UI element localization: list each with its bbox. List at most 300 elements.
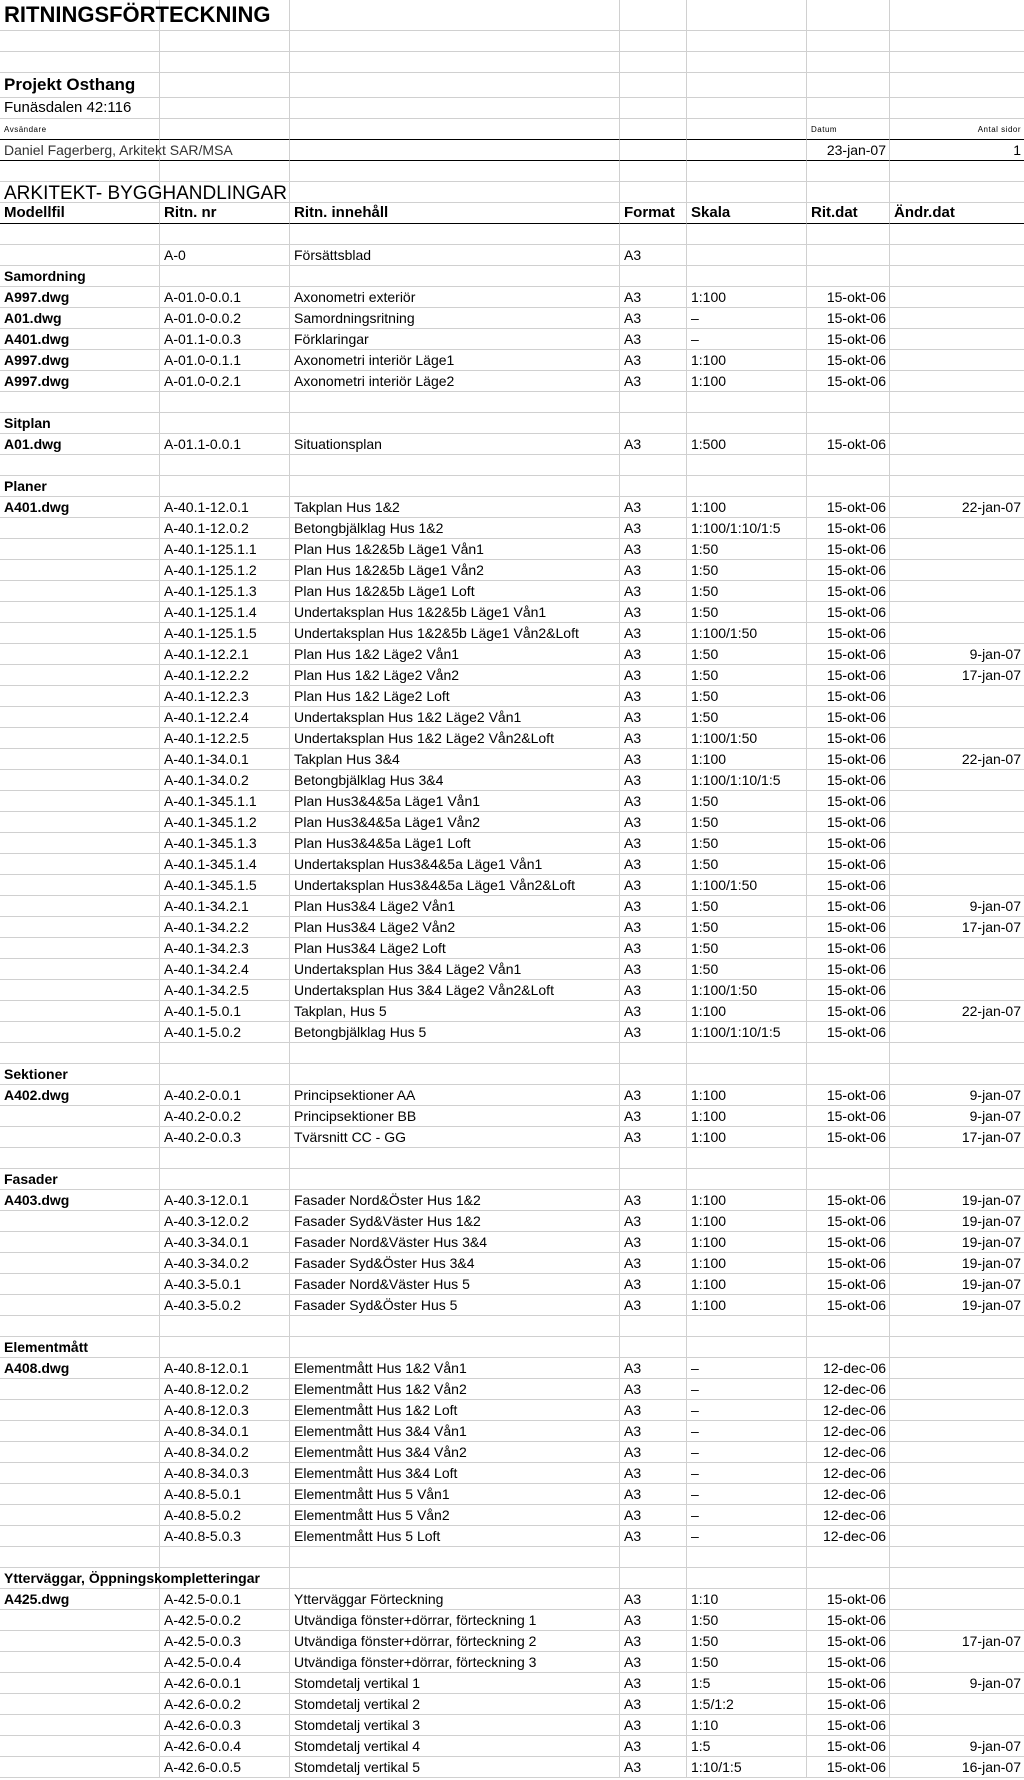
cell-ritn-nr[interactable]: A-40.8-12.0.2 xyxy=(160,1379,290,1400)
cell-rit-dat[interactable]: 15-okt-06 xyxy=(807,1610,890,1631)
empty-cell[interactable] xyxy=(290,1547,620,1568)
cell-format[interactable]: A3 xyxy=(620,686,687,707)
cell-rit-dat[interactable]: 15-okt-06 xyxy=(807,1127,890,1148)
cell-rit-dat[interactable] xyxy=(807,245,890,266)
cell-skala[interactable]: 1:100 xyxy=(687,1253,807,1274)
cell-ritn-nr[interactable]: A-40.1-12.0.2 xyxy=(160,518,290,539)
cell-modellfil[interactable]: A997.dwg xyxy=(0,371,160,392)
cell-andr-dat[interactable] xyxy=(890,812,1024,833)
cell-skala[interactable]: 1:50 xyxy=(687,791,807,812)
cell-rit-dat[interactable]: 15-okt-06 xyxy=(807,770,890,791)
empty-cell[interactable] xyxy=(290,1316,620,1337)
cell-skala[interactable]: – xyxy=(687,1484,807,1505)
cell-skala[interactable]: 1:50 xyxy=(687,854,807,875)
empty-cell[interactable] xyxy=(620,1337,687,1358)
cell-skala[interactable]: 1:5 xyxy=(687,1673,807,1694)
cell-andr-dat[interactable] xyxy=(890,728,1024,749)
cell-format[interactable]: A3 xyxy=(620,875,687,896)
cell-modellfil[interactable] xyxy=(0,1001,160,1022)
cell-andr-dat[interactable] xyxy=(890,854,1024,875)
cell-ritn-innehall[interactable]: Plan Hus 1&2 Läge2 Vån1 xyxy=(290,644,620,665)
empty-cell[interactable] xyxy=(620,1043,687,1064)
cell-skala[interactable]: 1:100/1:50 xyxy=(687,728,807,749)
cell-andr-dat[interactable] xyxy=(890,371,1024,392)
empty-cell[interactable] xyxy=(890,266,1024,287)
empty-cell[interactable] xyxy=(290,476,620,497)
cell-andr-dat[interactable]: 19-jan-07 xyxy=(890,1274,1024,1295)
cell-ritn-innehall[interactable]: Principsektioner AA xyxy=(290,1085,620,1106)
empty-cell[interactable] xyxy=(807,266,890,287)
cell-modellfil[interactable] xyxy=(0,1631,160,1652)
cell-rit-dat[interactable]: 15-okt-06 xyxy=(807,707,890,728)
cell-ritn-innehall[interactable]: Tvärsnitt CC - GG xyxy=(290,1127,620,1148)
empty-cell[interactable] xyxy=(160,1148,290,1169)
empty-cell[interactable] xyxy=(0,1148,160,1169)
cell-rit-dat[interactable]: 15-okt-06 xyxy=(807,1757,890,1778)
sheet-title[interactable]: RITNINGSFÖRTECKNING xyxy=(0,0,160,31)
cell-andr-dat[interactable] xyxy=(890,707,1024,728)
cell-format[interactable]: A3 xyxy=(620,1400,687,1421)
cell-format[interactable]: A3 xyxy=(620,1190,687,1211)
empty-cell[interactable] xyxy=(290,455,620,476)
empty-cell[interactable] xyxy=(0,1316,160,1337)
cell-skala[interactable]: 1:10 xyxy=(687,1589,807,1610)
empty-cell[interactable] xyxy=(620,1547,687,1568)
cell-ritn-nr[interactable]: A-40.1-34.2.1 xyxy=(160,896,290,917)
cell-ritn-nr[interactable]: A-40.8-5.0.2 xyxy=(160,1505,290,1526)
cell-modellfil[interactable] xyxy=(0,749,160,770)
cell-andr-dat[interactable] xyxy=(890,518,1024,539)
group-label[interactable]: Samordning xyxy=(0,266,160,287)
col-header-modellfil[interactable]: Modellfil xyxy=(0,203,160,224)
cell-andr-dat[interactable] xyxy=(890,938,1024,959)
cell-ritn-innehall[interactable]: Plan Hus3&4&5a Läge1 Loft xyxy=(290,833,620,854)
cell-andr-dat[interactable]: 17-jan-07 xyxy=(890,665,1024,686)
empty-cell[interactable] xyxy=(160,1337,290,1358)
cell-rit-dat[interactable]: 15-okt-06 xyxy=(807,875,890,896)
cell-format[interactable]: A3 xyxy=(620,854,687,875)
cell-rit-dat[interactable]: 12-dec-06 xyxy=(807,1379,890,1400)
col-header-ritn-innehall[interactable]: Ritn. innehåll xyxy=(290,203,620,224)
cell-rit-dat[interactable]: 15-okt-06 xyxy=(807,371,890,392)
cell-andr-dat[interactable] xyxy=(890,1694,1024,1715)
cell-skala[interactable]: 1:50 xyxy=(687,1652,807,1673)
cell-rit-dat[interactable]: 15-okt-06 xyxy=(807,1295,890,1316)
cell-andr-dat[interactable]: 16-jan-07 xyxy=(890,1757,1024,1778)
empty-cell[interactable] xyxy=(160,1043,290,1064)
cell-format[interactable]: A3 xyxy=(620,896,687,917)
cell-format[interactable]: A3 xyxy=(620,560,687,581)
empty-cell[interactable] xyxy=(807,1337,890,1358)
cell-rit-dat[interactable]: 15-okt-06 xyxy=(807,854,890,875)
cell-skala[interactable]: – xyxy=(687,1358,807,1379)
cell-rit-dat[interactable]: 12-dec-06 xyxy=(807,1442,890,1463)
cell-modellfil[interactable] xyxy=(0,980,160,1001)
cell-modellfil[interactable] xyxy=(0,644,160,665)
cell-modellfil[interactable]: A401.dwg xyxy=(0,497,160,518)
cell-ritn-nr[interactable]: A-40.8-12.0.3 xyxy=(160,1400,290,1421)
cell-rit-dat[interactable]: 15-okt-06 xyxy=(807,1253,890,1274)
empty-cell[interactable] xyxy=(290,1568,620,1589)
col-header-andr-dat[interactable]: Ändr.dat xyxy=(890,203,1024,224)
cell-modellfil[interactable] xyxy=(0,1421,160,1442)
cell-ritn-nr[interactable]: A-40.1-125.1.3 xyxy=(160,581,290,602)
cell-skala[interactable]: 1:100 xyxy=(687,749,807,770)
cell-rit-dat[interactable]: 15-okt-06 xyxy=(807,938,890,959)
cell-ritn-innehall[interactable]: Betongbjälklag Hus 1&2 xyxy=(290,518,620,539)
cell-modellfil[interactable] xyxy=(0,833,160,854)
cell-skala[interactable]: 1:100 xyxy=(687,371,807,392)
cell-format[interactable]: A3 xyxy=(620,539,687,560)
empty-cell[interactable] xyxy=(890,1043,1024,1064)
cell-format[interactable]: A3 xyxy=(620,1694,687,1715)
cell-skala[interactable]: – xyxy=(687,308,807,329)
cell-ritn-nr[interactable]: A-40.8-34.0.3 xyxy=(160,1463,290,1484)
cell-ritn-nr[interactable]: A-42.5-0.0.3 xyxy=(160,1631,290,1652)
cell-ritn-nr[interactable]: A-01.0-0.2.1 xyxy=(160,371,290,392)
cell-modellfil[interactable]: A408.dwg xyxy=(0,1358,160,1379)
cell-format[interactable]: A3 xyxy=(620,665,687,686)
cell-modellfil[interactable] xyxy=(0,1022,160,1043)
cell-andr-dat[interactable] xyxy=(890,434,1024,455)
cell-modellfil[interactable] xyxy=(0,938,160,959)
cell-modellfil[interactable] xyxy=(0,917,160,938)
cell-ritn-nr[interactable]: A-40.2-0.0.1 xyxy=(160,1085,290,1106)
empty-cell[interactable] xyxy=(290,1337,620,1358)
cell-modellfil[interactable] xyxy=(0,1526,160,1547)
cell-rit-dat[interactable]: 15-okt-06 xyxy=(807,497,890,518)
empty-cell[interactable] xyxy=(620,476,687,497)
cell-ritn-innehall[interactable]: Elementmått Hus 5 Loft xyxy=(290,1526,620,1547)
cell-ritn-nr[interactable]: A-40.1-125.1.4 xyxy=(160,602,290,623)
cell-format[interactable]: A3 xyxy=(620,707,687,728)
empty-cell[interactable] xyxy=(0,455,160,476)
cell-modellfil[interactable] xyxy=(0,1274,160,1295)
cell-ritn-nr[interactable]: A-40.1-34.2.5 xyxy=(160,980,290,1001)
cell-ritn-nr[interactable]: A-40.1-345.1.4 xyxy=(160,854,290,875)
cell-rit-dat[interactable]: 15-okt-06 xyxy=(807,581,890,602)
cell-rit-dat[interactable]: 15-okt-06 xyxy=(807,1589,890,1610)
empty-cell[interactable] xyxy=(620,1064,687,1085)
cell-skala[interactable] xyxy=(687,245,807,266)
cell-andr-dat[interactable]: 17-jan-07 xyxy=(890,917,1024,938)
cell-ritn-innehall[interactable]: Undertaksplan Hus 1&2 Läge2 Vån1 xyxy=(290,707,620,728)
cell-ritn-nr[interactable]: A-40.1-5.0.1 xyxy=(160,1001,290,1022)
cell-modellfil[interactable] xyxy=(0,707,160,728)
cell-ritn-nr[interactable]: A-40.3-34.0.2 xyxy=(160,1253,290,1274)
empty-cell[interactable] xyxy=(290,1148,620,1169)
cell-modellfil[interactable]: A403.dwg xyxy=(0,1190,160,1211)
empty-cell[interactable] xyxy=(160,476,290,497)
empty-cell[interactable] xyxy=(807,1568,890,1589)
cell-format[interactable]: A3 xyxy=(620,749,687,770)
cell-rit-dat[interactable]: 12-dec-06 xyxy=(807,1421,890,1442)
cell-format[interactable]: A3 xyxy=(620,1001,687,1022)
cell-rit-dat[interactable]: 15-okt-06 xyxy=(807,1106,890,1127)
cell-modellfil[interactable] xyxy=(0,581,160,602)
cell-modellfil[interactable] xyxy=(0,1652,160,1673)
cell-modellfil[interactable] xyxy=(0,1379,160,1400)
cell-modellfil[interactable] xyxy=(0,686,160,707)
cell-ritn-nr[interactable]: A-40.1-34.0.2 xyxy=(160,770,290,791)
cell-rit-dat[interactable]: 15-okt-06 xyxy=(807,980,890,1001)
cell-format[interactable]: A3 xyxy=(620,938,687,959)
cell-andr-dat[interactable]: 19-jan-07 xyxy=(890,1190,1024,1211)
sender-value[interactable]: Daniel Fagerberg, Arkitekt SAR/MSA xyxy=(0,140,160,161)
empty-cell[interactable] xyxy=(620,266,687,287)
cell-format[interactable]: A3 xyxy=(620,1526,687,1547)
cell-skala[interactable]: 1:50 xyxy=(687,1610,807,1631)
cell-ritn-nr[interactable]: A-40.8-12.0.1 xyxy=(160,1358,290,1379)
cell-ritn-innehall[interactable]: Plan Hus3&4 Läge2 Vån1 xyxy=(290,896,620,917)
empty-cell[interactable] xyxy=(160,455,290,476)
cell-rit-dat[interactable]: 15-okt-06 xyxy=(807,1631,890,1652)
cell-ritn-nr[interactable]: A-01.0-0.0.1 xyxy=(160,287,290,308)
cell-andr-dat[interactable]: 19-jan-07 xyxy=(890,1253,1024,1274)
empty-cell[interactable] xyxy=(160,1316,290,1337)
cell-andr-dat[interactable] xyxy=(890,1715,1024,1736)
cell-format[interactable]: A3 xyxy=(620,581,687,602)
empty-cell[interactable] xyxy=(890,1169,1024,1190)
empty-cell[interactable] xyxy=(290,1169,620,1190)
cell-format[interactable]: A3 xyxy=(620,1085,687,1106)
cell-andr-dat[interactable]: 9-jan-07 xyxy=(890,1085,1024,1106)
cell-skala[interactable]: 1:100/1:50 xyxy=(687,980,807,1001)
cell-andr-dat[interactable] xyxy=(890,959,1024,980)
cell-format[interactable]: A3 xyxy=(620,371,687,392)
cell-andr-dat[interactable] xyxy=(890,1442,1024,1463)
empty-cell[interactable] xyxy=(0,1547,160,1568)
cell-format[interactable]: A3 xyxy=(620,1463,687,1484)
empty-cell[interactable] xyxy=(160,413,290,434)
cell-format[interactable]: A3 xyxy=(620,1232,687,1253)
cell-modellfil[interactable] xyxy=(0,1232,160,1253)
empty-cell[interactable] xyxy=(807,1148,890,1169)
cell-ritn-nr[interactable]: A-01.0-0.1.1 xyxy=(160,350,290,371)
cell-ritn-nr[interactable]: A-42.5-0.0.1 xyxy=(160,1589,290,1610)
empty-cell[interactable] xyxy=(890,1064,1024,1085)
cell-format[interactable]: A3 xyxy=(620,1421,687,1442)
cell-andr-dat[interactable] xyxy=(890,539,1024,560)
cell-andr-dat[interactable]: 17-jan-07 xyxy=(890,1631,1024,1652)
empty-cell[interactable] xyxy=(687,1169,807,1190)
cell-rit-dat[interactable]: 15-okt-06 xyxy=(807,329,890,350)
group-label[interactable]: Elementmått xyxy=(0,1337,160,1358)
cell-skala[interactable]: – xyxy=(687,329,807,350)
cell-modellfil[interactable]: A401.dwg xyxy=(0,329,160,350)
cell-andr-dat[interactable] xyxy=(890,560,1024,581)
cell-format[interactable]: A3 xyxy=(620,1610,687,1631)
cell-andr-dat[interactable] xyxy=(890,581,1024,602)
cell-ritn-innehall[interactable]: Undertaksplan Hus 1&2&5b Läge1 Vån1 xyxy=(290,602,620,623)
empty-cell[interactable] xyxy=(687,392,807,413)
empty-cell[interactable] xyxy=(160,1547,290,1568)
cell-skala[interactable]: 1:100/1:10/1:5 xyxy=(687,518,807,539)
cell-format[interactable]: A3 xyxy=(620,497,687,518)
cell-andr-dat[interactable] xyxy=(890,1400,1024,1421)
cell-skala[interactable]: 1:100 xyxy=(687,350,807,371)
empty-cell[interactable] xyxy=(687,1043,807,1064)
cell-ritn-innehall[interactable]: Elementmått Hus 5 Vån1 xyxy=(290,1484,620,1505)
cell-ritn-innehall[interactable]: Plan Hus 1&2 Läge2 Loft xyxy=(290,686,620,707)
cell-ritn-innehall[interactable]: Plan Hus3&4&5a Läge1 Vån2 xyxy=(290,812,620,833)
cell-skala[interactable]: 1:100 xyxy=(687,1232,807,1253)
cell-rit-dat[interactable]: 15-okt-06 xyxy=(807,560,890,581)
cell-format[interactable]: A3 xyxy=(620,1442,687,1463)
cell-rit-dat[interactable]: 15-okt-06 xyxy=(807,1190,890,1211)
cell-format[interactable]: A3 xyxy=(620,812,687,833)
cell-ritn-innehall[interactable]: Undertaksplan Hus 3&4 Läge2 Vån2&Loft xyxy=(290,980,620,1001)
empty-cell[interactable] xyxy=(687,224,807,245)
empty-cell[interactable] xyxy=(890,1547,1024,1568)
empty-cell[interactable] xyxy=(687,1316,807,1337)
empty-cell[interactable] xyxy=(290,413,620,434)
cell-ritn-nr[interactable]: A-40.1-12.2.1 xyxy=(160,644,290,665)
empty-cell[interactable] xyxy=(807,455,890,476)
cell-format[interactable]: A3 xyxy=(620,623,687,644)
empty-cell[interactable] xyxy=(620,392,687,413)
cell-format[interactable]: A3 xyxy=(620,1274,687,1295)
cell-ritn-innehall[interactable]: Plan Hus 1&2&5b Läge1 Loft xyxy=(290,581,620,602)
cell-skala[interactable]: 1:50 xyxy=(687,707,807,728)
cell-modellfil[interactable] xyxy=(0,875,160,896)
cell-ritn-nr[interactable]: A-01.1-0.0.3 xyxy=(160,329,290,350)
cell-skala[interactable]: 1:50 xyxy=(687,917,807,938)
cell-andr-dat[interactable]: 22-jan-07 xyxy=(890,1001,1024,1022)
cell-modellfil[interactable] xyxy=(0,728,160,749)
cell-skala[interactable]: – xyxy=(687,1505,807,1526)
cell-ritn-innehall[interactable]: Elementmått Hus 3&4 Vån1 xyxy=(290,1421,620,1442)
empty-cell[interactable] xyxy=(0,392,160,413)
cell-ritn-nr[interactable]: A-40.1-12.2.5 xyxy=(160,728,290,749)
group-label[interactable]: Sitplan xyxy=(0,413,160,434)
cell-andr-dat[interactable]: 19-jan-07 xyxy=(890,1295,1024,1316)
cell-modellfil[interactable] xyxy=(0,1127,160,1148)
cell-ritn-innehall[interactable]: Situationsplan xyxy=(290,434,620,455)
cell-ritn-nr[interactable]: A-40.1-34.0.1 xyxy=(160,749,290,770)
empty-cell[interactable] xyxy=(0,1043,160,1064)
cell-andr-dat[interactable] xyxy=(890,875,1024,896)
cell-ritn-innehall[interactable]: Axonometri interiör Läge1 xyxy=(290,350,620,371)
cell-rit-dat[interactable]: 15-okt-06 xyxy=(807,728,890,749)
cell-ritn-innehall[interactable]: Stomdetalj vertikal 1 xyxy=(290,1673,620,1694)
cell-rit-dat[interactable]: 15-okt-06 xyxy=(807,434,890,455)
cell-ritn-nr[interactable]: A-40.8-34.0.1 xyxy=(160,1421,290,1442)
cell-format[interactable]: A3 xyxy=(620,602,687,623)
empty-cell[interactable] xyxy=(890,392,1024,413)
cell-modellfil[interactable] xyxy=(0,1463,160,1484)
cell-andr-dat[interactable] xyxy=(890,287,1024,308)
cell-modellfil[interactable] xyxy=(0,602,160,623)
cell-ritn-innehall[interactable]: Plan Hus 1&2&5b Läge1 Vån1 xyxy=(290,539,620,560)
cell-ritn-innehall[interactable]: Elementmått Hus 1&2 Vån1 xyxy=(290,1358,620,1379)
empty-cell[interactable] xyxy=(687,1148,807,1169)
cell-skala[interactable]: 1:100 xyxy=(687,497,807,518)
cell-rit-dat[interactable]: 15-okt-06 xyxy=(807,1736,890,1757)
cell-rit-dat[interactable]: 15-okt-06 xyxy=(807,917,890,938)
empty-cell[interactable] xyxy=(807,1547,890,1568)
cell-ritn-innehall[interactable]: Undertaksplan Hus 1&2&5b Läge1 Vån2&Loft xyxy=(290,623,620,644)
cell-andr-dat[interactable] xyxy=(890,308,1024,329)
cell-rit-dat[interactable]: 15-okt-06 xyxy=(807,1001,890,1022)
cell-ritn-innehall[interactable]: Stomdetalj vertikal 2 xyxy=(290,1694,620,1715)
cell-skala[interactable]: 1:100 xyxy=(687,1085,807,1106)
cell-format[interactable]: A3 xyxy=(620,1253,687,1274)
pages-value[interactable]: 1 xyxy=(890,140,1024,161)
cell-skala[interactable]: 1:100 xyxy=(687,1295,807,1316)
cell-skala[interactable]: 1:50 xyxy=(687,665,807,686)
cell-modellfil[interactable] xyxy=(0,560,160,581)
cell-skala[interactable]: 1:5 xyxy=(687,1736,807,1757)
cell-ritn-innehall[interactable]: Elementmått Hus 5 Vån2 xyxy=(290,1505,620,1526)
cell-skala[interactable]: 1:100 xyxy=(687,1001,807,1022)
cell-rit-dat[interactable]: 12-dec-06 xyxy=(807,1484,890,1505)
project-name[interactable]: Projekt Osthang xyxy=(0,73,160,98)
cell-ritn-nr[interactable]: A-40.1-12.0.1 xyxy=(160,497,290,518)
cell-skala[interactable]: 1:100 xyxy=(687,287,807,308)
cell-format[interactable]: A3 xyxy=(620,1211,687,1232)
cell-skala[interactable]: 1:50 xyxy=(687,1631,807,1652)
cell-skala[interactable]: 1:100/1:10/1:5 xyxy=(687,770,807,791)
cell-rit-dat[interactable]: 15-okt-06 xyxy=(807,1022,890,1043)
cell-andr-dat[interactable] xyxy=(890,1463,1024,1484)
cell-skala[interactable]: 1:100/1:50 xyxy=(687,875,807,896)
cell-rit-dat[interactable]: 15-okt-06 xyxy=(807,686,890,707)
cell-ritn-innehall[interactable]: Förklaringar xyxy=(290,329,620,350)
cell-ritn-nr[interactable]: A-40.3-5.0.2 xyxy=(160,1295,290,1316)
cell-ritn-innehall[interactable]: Stomdetalj vertikal 4 xyxy=(290,1736,620,1757)
cell-modellfil[interactable] xyxy=(0,518,160,539)
cell-skala[interactable]: 1:50 xyxy=(687,833,807,854)
cell-ritn-innehall[interactable]: Plan Hus3&4 Läge2 Vån2 xyxy=(290,917,620,938)
cell-skala[interactable]: – xyxy=(687,1463,807,1484)
cell-ritn-innehall[interactable]: Takplan Hus 3&4 xyxy=(290,749,620,770)
cell-rit-dat[interactable]: 12-dec-06 xyxy=(807,1505,890,1526)
cell-rit-dat[interactable]: 15-okt-06 xyxy=(807,1673,890,1694)
cell-skala[interactable]: 1:100 xyxy=(687,1190,807,1211)
cell-rit-dat[interactable]: 15-okt-06 xyxy=(807,791,890,812)
cell-format[interactable]: A3 xyxy=(620,1673,687,1694)
cell-rit-dat[interactable]: 15-okt-06 xyxy=(807,1211,890,1232)
empty-cell[interactable] xyxy=(160,1169,290,1190)
cell-andr-dat[interactable]: 17-jan-07 xyxy=(890,1127,1024,1148)
empty-cell[interactable] xyxy=(807,1043,890,1064)
cell-ritn-nr[interactable]: A-40.3-5.0.1 xyxy=(160,1274,290,1295)
cell-format[interactable]: A3 xyxy=(620,1715,687,1736)
cell-modellfil[interactable] xyxy=(0,1757,160,1778)
cell-skala[interactable]: 1:50 xyxy=(687,938,807,959)
cell-skala[interactable]: 1:10 xyxy=(687,1715,807,1736)
cell-ritn-innehall[interactable]: Fasader Syd&Öster Hus 3&4 xyxy=(290,1253,620,1274)
cell-ritn-nr[interactable]: A-40.1-34.2.4 xyxy=(160,959,290,980)
cell-format[interactable]: A3 xyxy=(620,770,687,791)
empty-cell[interactable] xyxy=(620,1169,687,1190)
cell-ritn-innehall[interactable]: Elementmått Hus 3&4 Loft xyxy=(290,1463,620,1484)
cell-skala[interactable]: 1:100/1:50 xyxy=(687,623,807,644)
cell-format[interactable]: A3 xyxy=(620,1022,687,1043)
cell-modellfil[interactable]: A997.dwg xyxy=(0,350,160,371)
cell-modellfil[interactable] xyxy=(0,1442,160,1463)
cell-andr-dat[interactable] xyxy=(890,1421,1024,1442)
cell-ritn-innehall[interactable]: Stomdetalj vertikal 5 xyxy=(290,1757,620,1778)
cell-modellfil[interactable] xyxy=(0,1253,160,1274)
cell-format[interactable]: A3 xyxy=(620,287,687,308)
cell-modellfil[interactable] xyxy=(0,539,160,560)
group-label[interactable]: Planer xyxy=(0,476,160,497)
cell-ritn-nr[interactable]: A-40.1-12.2.2 xyxy=(160,665,290,686)
cell-format[interactable]: A3 xyxy=(620,245,687,266)
empty-cell[interactable] xyxy=(687,1064,807,1085)
